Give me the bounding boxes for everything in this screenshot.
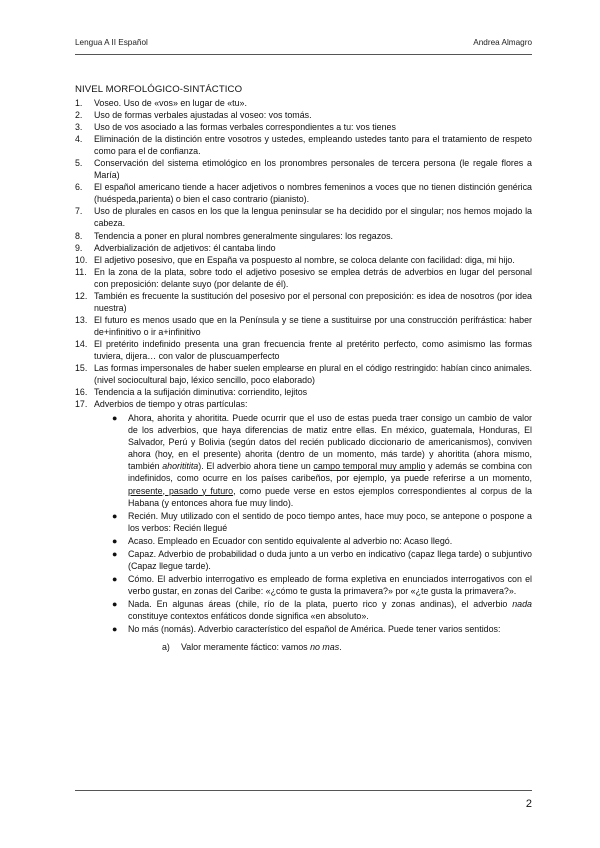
page-number: 2 [525,798,532,810]
feature-list [75,97,532,653]
list-item: 12. También es frecuente la sustitución del posesivo por el personal con preposición: es idea de nosotros (por idea nuestra) [75,290,532,313]
list-item: 4. Eliminación de la distinción entre vosotros y ustedes, empleando ustedes tanto para el tratamiento de respeto como para el de confianza. [75,134,532,157]
adverb-capaz: ● Capaz. Adverbio de probabilidad o duda junto a un verbo en indicativo (capaz llega tarde) o subjuntivo (Capaz llegue tarde). [112,548,532,571]
list-item: 7. Uso de plurales en casos en los que la lengua peninsular se ha decidido por el singular; nos hemos mojado la cabeza. [75,206,532,229]
list-item: 13. El futuro es menos usado que en la Península y se tiene a sustituirse por una construcción perifrástica: haber de+infinitivo o ir a+infinitivo [75,314,532,337]
adverb-nada: ● Nada. En algunas áreas (chile, río de la plata, puerto rico y zonas andinas), el adverbio nada constituye contextos enfáticos donde significa «en absoluto». [112,598,532,621]
adverb-recien: ● Recién. Muy utilizado con el sentido de poco tiempo antes, hace muy poco, se antepone o pospone a los verbos: Recién llegué [112,510,532,533]
bullet-icon: ● [112,510,118,521]
list-item: 11. En la zona de la plata, sobre todo el adjetivo posesivo se emplea detrás de adverbios en lugar del personal con preposición: delante suyo (por delante de él). [75,266,532,289]
list-item: 3. Uso de vos asociado a las formas verbales correspondientes a tu: vos tienes [75,122,396,133]
list-item: 9. Adverbialización de adjetivos: él cantaba lindo [75,242,276,253]
adverb-nomas: ● No más (nomás). Adverbio característico del español de América. Puede tener varios sentidos: a) Valor meramente fáctico: vamos no mas. [94,623,532,653]
document-body [75,97,532,654]
list-item: 5. Conservación del sistema etimológico en los pronombres personales de tercera persona (le regale flores a María) [75,158,532,181]
sense-item: a) Valor meramente fáctico: vamos no mas. [162,642,342,653]
bullet-icon: ● [112,535,118,546]
header-course: Lengua A II Español [75,38,148,47]
adverb-acaso: ● Acaso. Empleado en Ecuador con sentido equivalente al adverbio no: Acaso llegó. [112,535,453,546]
list-item: 2. Uso de formas verbales ajustadas al voseo: vos tomás. [75,110,312,121]
header-author: Andrea Almagro [473,38,532,47]
bullet-icon: ● [112,413,118,424]
adverb-ahora: ● Ahora, ahorita y ahoritita. Puede ocurrir que el uso de estas pueda traer consigo un cambio de valor de los adverbios, que haya diferencias de matiz entre ellas. En méxico, guatemala, Honduras, El Salvador, Perú y Bolivia (según datos del recién publicado diccionario de americanismos), conviven ahora (hoy, en el presente) ahorita (dentro de un momento, más tarde) y ahoritita (ahora mismo, también ahorititita). El adverbio ahora tiene un campo temporal muy amplio y además se combina con indefinidos, como ocurre en los países caribeños, por ejemplo, ya puede referirse a un momento, presente, pasado y futuro, como puede verse en estos ejemplos correspondientes al corpus de la Habana (y entonces ahora fue muy lindo). [112,413,532,508]
footer-divider [75,790,532,791]
list-item: 1. Voseo. Uso de «vos» en lugar de «tu». [75,98,247,108]
bullet-icon: ● [112,548,118,559]
section-title: NIVEL MORFOLÓGICO-SINTÁCTICO [75,84,243,95]
list-item: 15. Las formas impersonales de haber suelen emplearse en plural en el código restringido: habían cinco animales.(nivel sociocultural bajo, léxico sencillo, poco elaborado) [75,363,532,386]
header-divider [75,54,532,55]
adverb-como: ● Cómo. El adverbio interrogativo es empleado de forma expletiva en enunciados interrogativos con el verbo gustar, en zonas del Caribe: «¿cómo te gusta la primavera?» por «¿te gusta la primavera?». [112,573,532,596]
bullet-icon: ● [112,598,118,609]
list-item: 8. Tendencia a poner en plural nombres generalmente singulares: los regazos. [75,230,393,241]
list-item: 14. El pretérito indefinido presenta una gran frecuencia frente al pretérito perfecto, como asimismo las formas tuviera, dijera… con valor de pluscuamperfecto [75,338,532,361]
adverb-list [94,412,532,653]
bullet-icon: ● [112,573,118,584]
list-item: 10. El adjetivo posesivo, que en España va pospuesto al nombre, se coloca delante con facilidad: diga, mi hijo. [75,254,515,265]
list-item: 16. Tendencia a la sufijación diminutiva: corriendito, lejitos [75,387,308,398]
bullet-icon: ● [112,624,118,635]
nomas-senses [128,641,532,653]
list-item: 6. El español americano tiende a hacer adjetivos o nombres femeninos a voces que no tienen distinción genérica (huéspeda,parienta) o bien el caso contrario (pianisto). [75,182,532,205]
list-item: 17. Adverbios de tiempo y otras partículas: ● Ahora, ahorita y ahoritita. Puede ocurrir que el uso de estas pueda traer consigo un cambio de valor de los adverbios, que haya diferencias de matiz entre ellas. En méxico, guatemala, Honduras, El Salvador, Perú y Bolivia (según datos del recién publicado diccionario de americanismos), conviven ahora (hoy, en el presente) ahorita (dentro de un momento, más tarde) y ahoritita (ahora mismo, también ahorititita). El adverbio ahora tiene un campo temporal muy amplio y además se combina con indefinidos, como ocurre en los países caribeños, por ejemplo, ya puede referirse a un momento, presente, pasado y futuro, como puede verse en estos ejemplos correspondientes al corpus de la Habana (y entonces ahora fue muy lindo). ● Recién. Muy utilizado con el sentido de poco tiempo antes, hace muy poco, se antepone o pospone a los verbos: Recién llegué ● Acaso. Empleado en Ecuador con sentido equivalente al adverbio no: Acaso llegó. ● Capaz. Adverbio de probabilidad o duda junto a un verbo en indicativo (capaz llega tarde) o subjuntivo (Capaz llegue tarde). ● Cómo. El adverbio interrogativo es empleado de forma expletiva en enunciados interrogativos con el verbo gustar, en zonas del Caribe: «¿cómo te gusta la primavera?» por «¿te gusta la primavera?». ● Nada. En algunas áreas (chile, río de la plata, puerto rico y zonas andinas), el adverbio nada constituye contextos enfáticos donde significa «en absoluto». ● No más (nomás). Adverbio característico del español de América. Puede tener varios sentidos: a) Valor meramente fáctico: vamos no mas. [75,399,532,653]
